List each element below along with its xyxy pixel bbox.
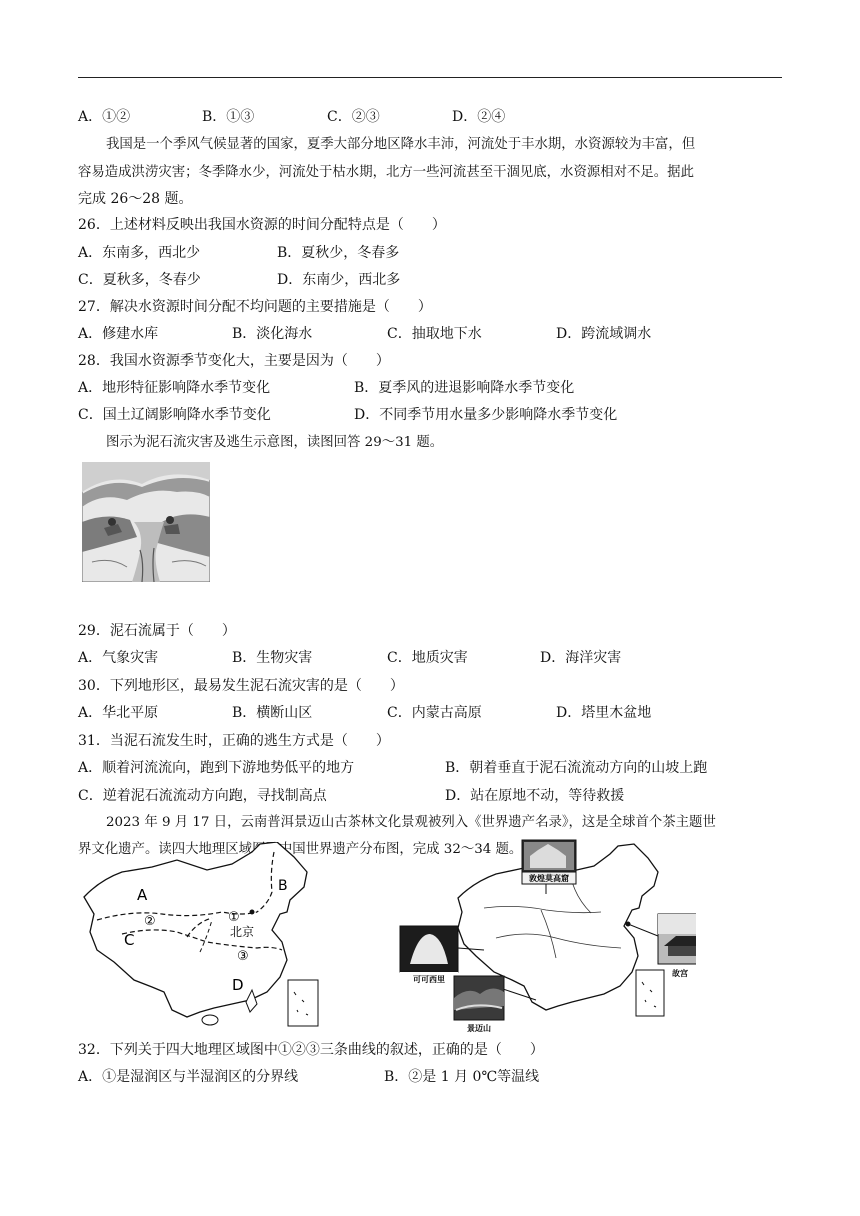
- q32-option-a: A．①是湿润区与半湿润区的分界线: [78, 1069, 299, 1085]
- q27-stem: 27．解决水资源时间分配不均问题的主要措施是（ ）: [78, 299, 432, 315]
- q27-option-c: C．抽取地下水: [387, 326, 482, 342]
- q30-option-d: D．塔里木盆地: [556, 705, 652, 721]
- passage1-line-1: 我国是一个季风气候显著的国家，夏季大部分地区降水丰沛，河流处于丰水期，水资源较为丰富，但: [106, 137, 696, 152]
- q28-option-a: A．地形特征影响降水季节变化: [78, 380, 271, 396]
- q29-option-a: A．气象灾害: [78, 650, 159, 666]
- palace-label: 故宫: [672, 969, 688, 978]
- hoh-xil-label: 可可西里: [413, 975, 445, 984]
- curve-1-label: ①: [228, 910, 240, 925]
- passage1-line-2: 容易造成洪涝灾害；冬季降水少，河流处于枯水期，北方一些河流甚至干涸见底，水资源相对不足。据此: [78, 165, 694, 180]
- header-rule: [78, 77, 782, 78]
- q28-option-c: C．国土辽阔影响降水季节变化: [78, 407, 271, 423]
- passage1-line-3: 完成 26～28 题。: [78, 191, 193, 207]
- jingmai-label: 景迈山: [467, 1024, 491, 1033]
- q26-stem: 26．上述材料反映出我国水资源的时间分配特点是（ ）: [78, 217, 446, 233]
- q29-stem: 29．泥石流属于（ ）: [78, 623, 236, 639]
- q30-option-b: B．横断山区: [232, 705, 313, 721]
- q30-stem: 30．下列地形区，最易发生泥石流灾害的是（ ）: [78, 678, 404, 694]
- q30-option-a: A．华北平原: [78, 705, 159, 721]
- q30-option-c: C．内蒙古高原: [387, 705, 482, 721]
- q25-option-d: D．②④: [452, 109, 506, 125]
- q31-option-c: C．逆着泥石流流动方向跑，寻找制高点: [78, 788, 327, 804]
- q27-option-b: B．淡化海水: [232, 326, 313, 342]
- region-c-label: C: [124, 931, 135, 949]
- q28-option-b: B．夏季风的进退影响降水季节变化: [354, 380, 575, 396]
- q26-option-c: C．夏秋多，冬春少: [78, 272, 201, 288]
- q32-stem: 32．下列关于四大地理区域图中①②③三条曲线的叙述，正确的是（ ）: [78, 1042, 544, 1058]
- intro-29-31: 图示为泥石流灾害及逃生示意图，读图回答 29～31 题。: [106, 435, 444, 450]
- debris-flow-illustration: [82, 462, 210, 582]
- dunhuang-label: 敦煌莫高窟: [529, 874, 569, 883]
- beijing-label: 北京: [230, 925, 255, 939]
- q25-option-c: C．②③: [327, 109, 380, 125]
- region-a-label: A: [137, 886, 148, 904]
- q32-option-b: B．②是 1 月 0℃等温线: [384, 1069, 540, 1085]
- q31-option-a: A．顺着河流流向，跑到下游地势低平的地方: [78, 760, 355, 776]
- curve-3-label: ③: [237, 949, 249, 964]
- q28-stem: 28．我国水资源季节变化大，主要是因为（ ）: [78, 353, 390, 369]
- q26-option-a: A．东南多，西北少: [78, 245, 201, 261]
- q25-option-a: A．①②: [78, 109, 131, 125]
- q28-option-d: D．不同季节用水量多少影响降水季节变化: [354, 407, 618, 423]
- four-regions-map: [82, 842, 332, 1032]
- curve-2-label: ②: [144, 914, 156, 929]
- q31-stem: 31．当泥石流发生时，正确的逃生方式是（ ）: [78, 733, 390, 749]
- q26-option-b: B．夏秋少，冬春多: [277, 245, 400, 261]
- passage3-line-2: 界文化遗产。读四大地理区域图及中国世界遗产分布图，完成 32～34 题。: [78, 842, 523, 857]
- region-d-label: D: [232, 976, 244, 994]
- q27-option-d: D．跨流域调水: [556, 326, 652, 342]
- q25-option-b: B．①③: [202, 109, 255, 125]
- q31-option-b: B．朝着垂直于泥石流流动方向的山坡上跑: [445, 760, 708, 776]
- region-b-label: B: [278, 878, 288, 894]
- q27-option-a: A．修建水库: [78, 326, 159, 342]
- q29-option-c: C．地质灾害: [387, 650, 468, 666]
- q29-option-d: D．海洋灾害: [540, 650, 622, 666]
- q29-option-b: B．生物灾害: [232, 650, 313, 666]
- q31-option-d: D．站在原地不动，等待救援: [445, 788, 625, 804]
- world-heritage-map: [396, 838, 696, 1036]
- q26-option-d: D．东南少，西北多: [277, 272, 401, 288]
- passage3-line-1: 2023 年 9 月 17 日，云南普洱景迈山古茶林文化景观被列入《世界遗产名录》，这是全球首个茶主题世: [106, 815, 716, 830]
